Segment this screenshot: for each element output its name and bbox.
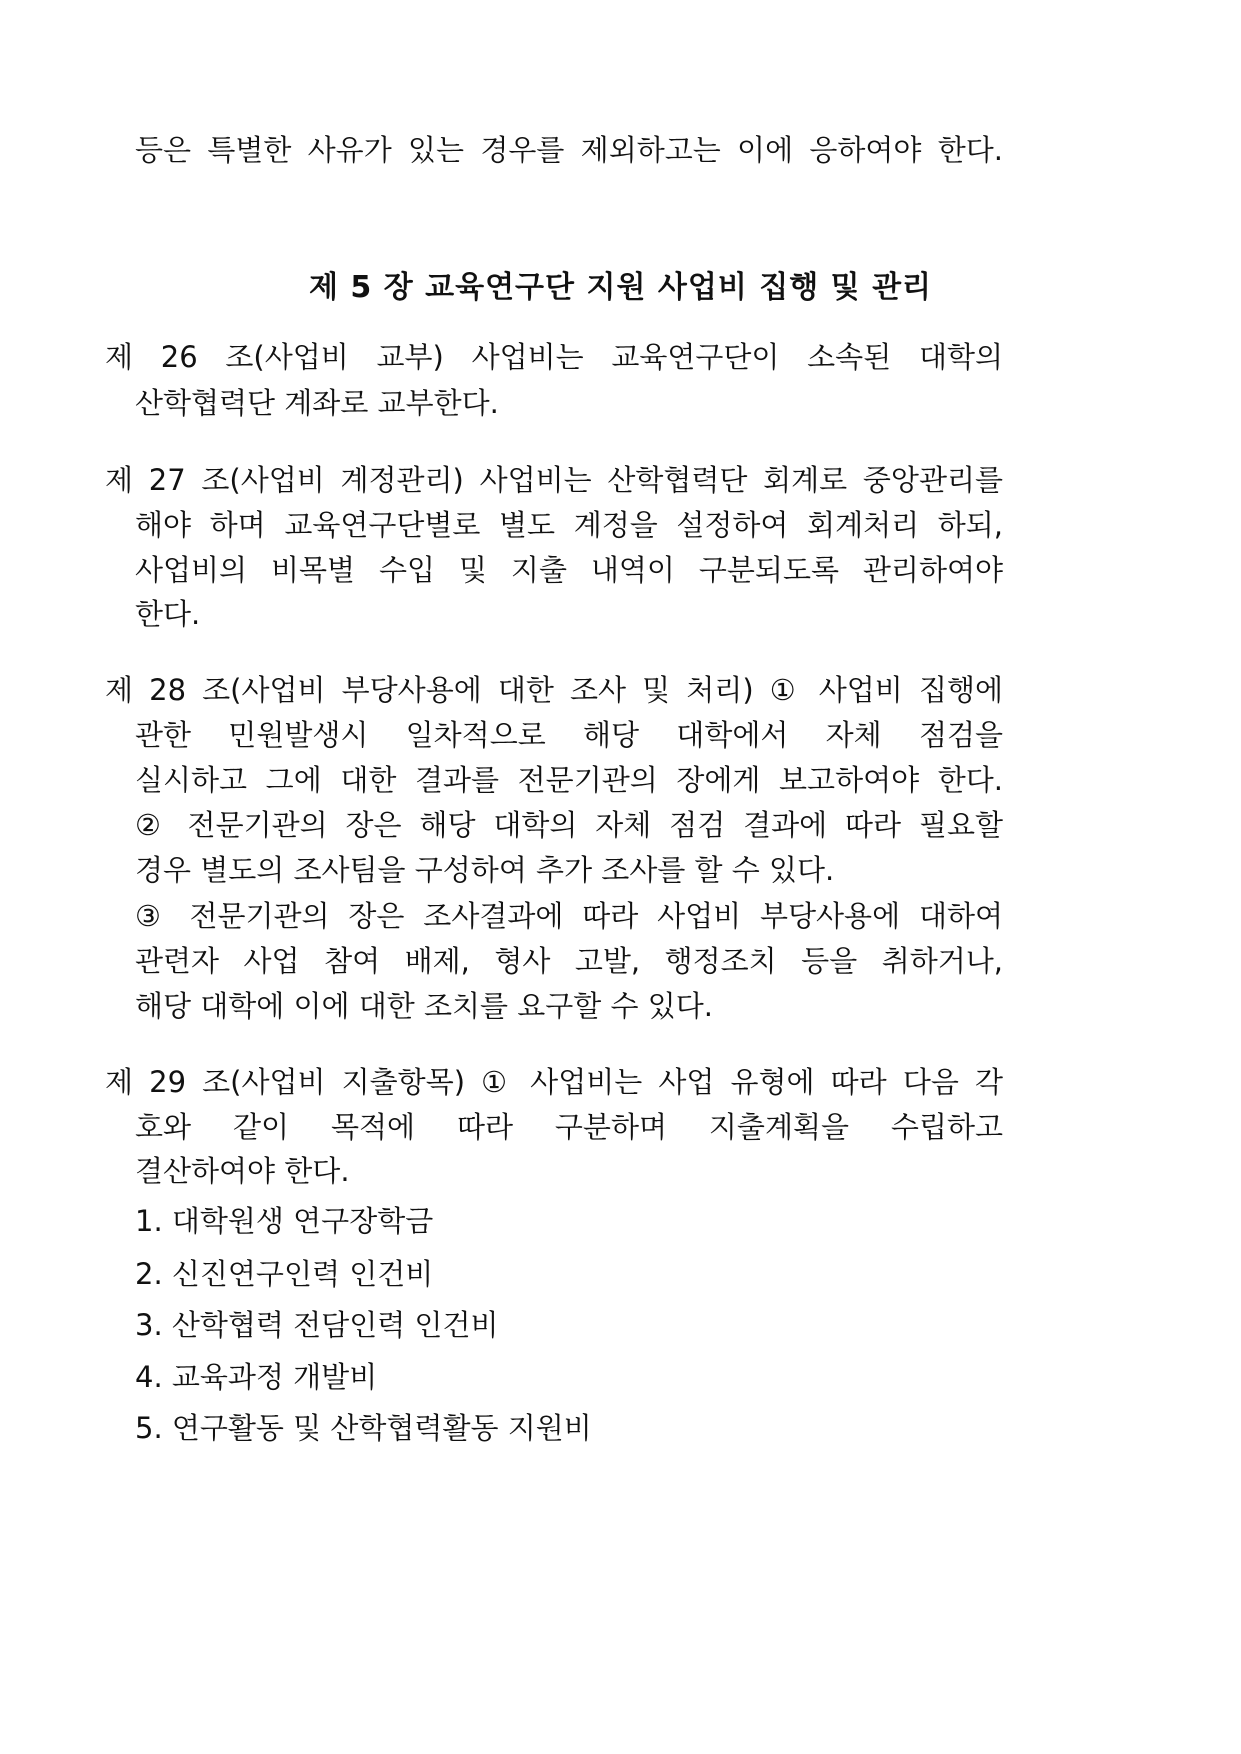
article-26-line-2: 산학협력단 계좌로 교부한다. (135, 386, 499, 420)
article-27-line-2: 해야 하며 교육연구단별로 별도 계정을 설정하여 회계처리 하되, (135, 508, 1003, 542)
article-26-line-1: 제 26 조(사업비 교부) 사업비는 교육연구단이 소속된 대학의 (105, 340, 1003, 374)
article-27-line-3: 사업비의 비목별 수입 및 지출 내역이 구분되도록 관리하여야 (135, 553, 1003, 587)
article-27-line-4: 한다. (135, 597, 201, 631)
article-28-line-1: 제 28 조(사업비 부당사용에 대한 조사 및 처리) ① 사업비 집행에 (105, 673, 1003, 707)
list-item: 5. 연구활동 및 산학협력활동 지원비 (135, 1411, 592, 1445)
list-item: 3. 산학협력 전담인력 인건비 (135, 1308, 499, 1342)
article-29-line-3: 결산하여야 한다. (135, 1154, 350, 1188)
article-28-line-3: 실시하고 그에 대한 결과를 전문기관의 장에게 보고하여야 한다. (135, 763, 1003, 797)
article-28-line-4: ② 전문기관의 장은 해당 대학의 자체 점검 결과에 따라 필요할 (135, 808, 1003, 842)
article-28-line-5: 경우 별도의 조사팀을 구성하여 추가 조사를 할 수 있다. (135, 853, 835, 887)
continuation-text: 등은 특별한 사유가 있는 경우를 제외하고는 이에 응하여야 한다. (135, 133, 1003, 167)
article-29-line-1: 제 29 조(사업비 지출항목) ① 사업비는 사업 유형에 따라 다음 각 (105, 1065, 1003, 1099)
list-item: 1. 대학원생 연구장학금 (135, 1204, 434, 1238)
article-28-line-7: 관련자 사업 참여 배제, 형사 고발, 행정조치 등을 취하거나, (135, 944, 1003, 978)
article-28-line-8: 해당 대학에 이에 대한 조치를 요구할 수 있다. (135, 989, 713, 1023)
article-28-line-2: 관한 민원발생시 일차적으로 해당 대학에서 자체 점검을 (135, 718, 1003, 752)
list-item: 2. 신진연구인력 인건비 (135, 1257, 434, 1291)
chapter-title: 제 5 장 교육연구단 지원 사업비 집행 및 관리 (308, 270, 933, 305)
list-item: 4. 교육과정 개발비 (135, 1360, 378, 1394)
article-29-line-2: 호와 같이 목적에 따라 구분하며 지출계획을 수립하고 (135, 1110, 1003, 1144)
article-28-line-6: ③ 전문기관의 장은 조사결과에 따라 사업비 부당사용에 대하여 (135, 899, 1003, 933)
article-27-line-1: 제 27 조(사업비 계정관리) 사업비는 산학협력단 회계로 중앙관리를 (105, 463, 1003, 497)
